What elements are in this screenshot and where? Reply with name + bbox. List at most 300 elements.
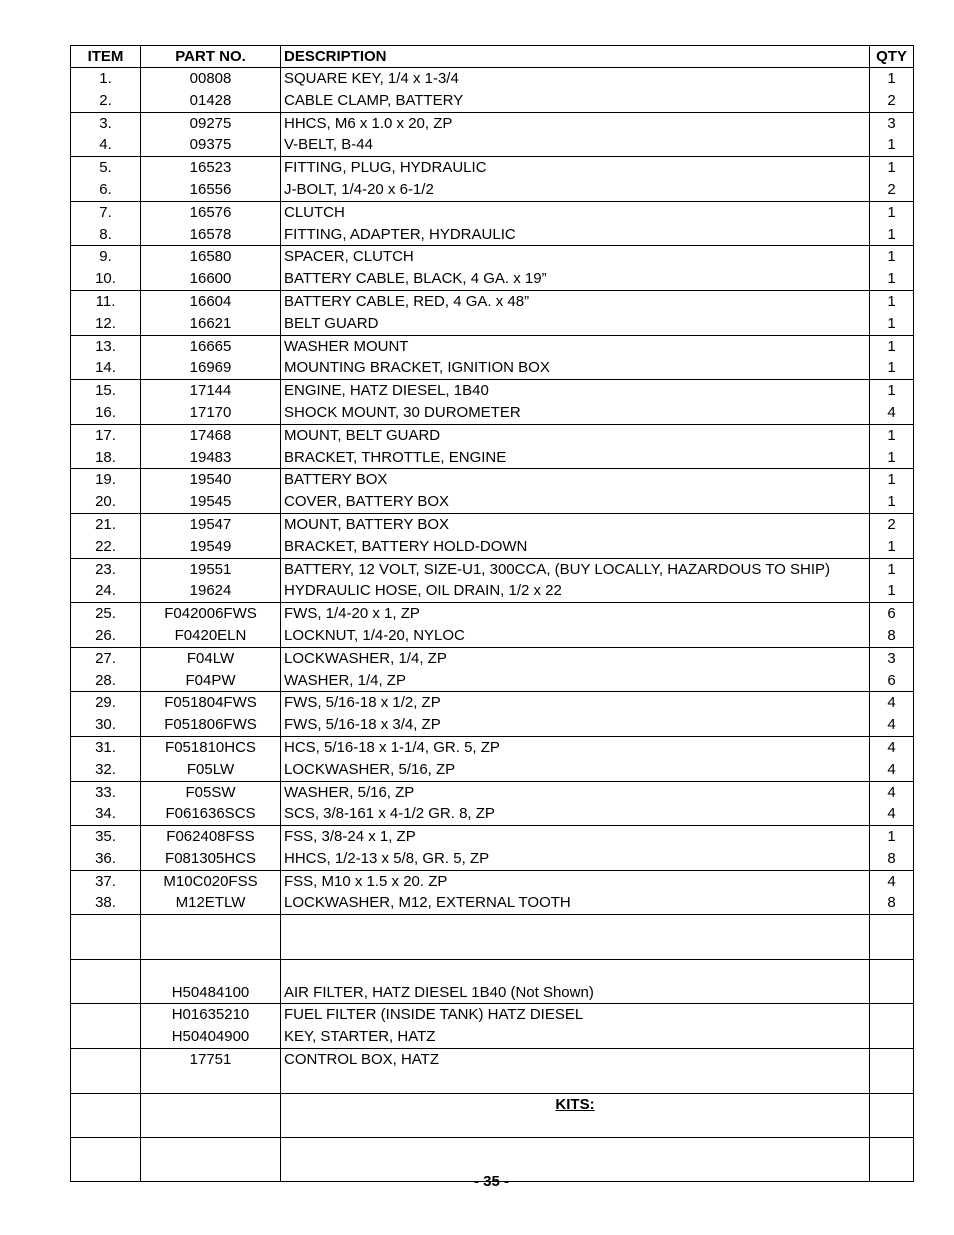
table-cell-qty: [870, 380, 914, 425]
table-cell-item: [71, 1004, 141, 1049]
line-qty: 1: [887, 159, 896, 177]
table-cell-item: [71, 157, 141, 202]
line-item: 9.: [99, 248, 112, 266]
table-cell-description: [281, 335, 870, 380]
line-item: 3.: [99, 114, 112, 132]
table-cell-description: [281, 1049, 870, 1094]
table-cell-qty: [870, 915, 914, 960]
line-item: [71, 960, 140, 982]
line-qty: [870, 1071, 913, 1093]
line-description: BRACKET, BATTERY HOLD-DOWN: [284, 537, 528, 555]
column-header-part-no: PART NO.: [141, 46, 281, 68]
table-cell-part-no: [141, 736, 281, 781]
line-part-no: 19545: [189, 493, 232, 511]
parts-table-body: [71, 68, 914, 1182]
line-qty: [870, 1049, 913, 1071]
line-description: LOCKNUT, 1/4-20, NYLOC: [284, 626, 465, 644]
table-cell-qty: [870, 424, 914, 469]
table-cell-qty: [870, 157, 914, 202]
line-item: 25.: [95, 605, 116, 623]
line-qty: 4: [887, 872, 896, 890]
line-part-no: 17144: [189, 382, 232, 400]
table-row: [71, 513, 914, 558]
line-item: 14.: [95, 359, 116, 377]
line-item: [71, 1071, 140, 1093]
table-cell-item: [71, 469, 141, 514]
line-qty: 1: [887, 560, 896, 578]
line-qty: 2: [887, 515, 896, 533]
table-cell-description: [281, 870, 870, 915]
table-row: [71, 736, 914, 781]
page-number: - 35 -: [473, 1173, 509, 1190]
line-part-no: F061636SCS: [165, 805, 256, 823]
table-cell-description: [281, 1004, 870, 1049]
line-description: BATTERY CABLE, RED, 4 GA. x 48”: [284, 292, 530, 310]
line-item: 24.: [95, 582, 116, 600]
line-item: [71, 915, 140, 937]
table-row: [71, 201, 914, 246]
line-item: 4.: [99, 136, 112, 154]
table-cell-part-no: [141, 692, 281, 737]
line-description: V-BELT, B-44: [284, 136, 373, 154]
line-qty: 1: [887, 582, 896, 600]
line-item: [71, 1004, 140, 1026]
table-row: [71, 826, 914, 871]
table-cell-description: [281, 157, 870, 202]
line-description: FWS, 1/4-20 x 1, ZP: [284, 605, 420, 623]
line-qty: 4: [887, 783, 896, 801]
table-row: [71, 68, 914, 113]
table-row: [71, 157, 914, 202]
table-cell-qty: [870, 68, 914, 113]
table-row: [71, 558, 914, 603]
line-part-no: H50484100: [171, 983, 250, 1001]
line-description: LOCKWASHER, 1/4, ZP: [284, 649, 447, 667]
column-header-item: ITEM: [71, 46, 141, 68]
line-item: 23.: [95, 560, 116, 578]
table-cell-item: [71, 781, 141, 826]
line-item: 6.: [99, 180, 112, 198]
table-cell-description: [281, 112, 870, 157]
line-item: 27.: [95, 649, 116, 667]
line-qty: 1: [887, 493, 896, 511]
table-cell-qty: [870, 1049, 914, 1094]
line-description: KEY, STARTER, HATZ: [284, 1028, 436, 1046]
table-cell-part-no: [141, 513, 281, 558]
line-item: 29.: [95, 694, 116, 712]
line-description: FSS, 3/8-24 x 1, ZP: [284, 828, 416, 846]
line-part-no: F05SW: [185, 783, 236, 801]
line-qty: 1: [887, 136, 896, 154]
table-cell-description: [281, 826, 870, 871]
table-cell-part-no: [141, 1004, 281, 1049]
line-part-no: 19624: [189, 582, 232, 600]
line-description: FSS, M10 x 1.5 x 20. ZP: [284, 872, 448, 890]
table-cell-qty: [870, 469, 914, 514]
table-cell-item: [71, 201, 141, 246]
line-qty: 1: [887, 70, 896, 87]
table-cell-description: [281, 469, 870, 514]
table-cell-qty: [870, 246, 914, 291]
line-qty: [870, 1004, 913, 1026]
table-cell-qty: [870, 335, 914, 380]
table-cell-description: [281, 513, 870, 558]
line-description: FWS, 5/16-18 x 1/2, ZP: [284, 694, 441, 712]
line-item: 10.: [95, 270, 116, 288]
line-item: 16.: [95, 403, 116, 421]
line-item: 19.: [95, 471, 116, 489]
line-qty: 6: [887, 605, 896, 623]
table-row: [71, 335, 914, 380]
line-item: 21.: [95, 515, 116, 533]
line-part-no: 16621: [189, 314, 232, 332]
line-qty: 2: [887, 91, 896, 109]
line-description: MOUNT, BELT GUARD: [284, 426, 441, 444]
table-row: [71, 1049, 914, 1094]
table-cell-item: [71, 246, 141, 291]
table-cell-description: [281, 424, 870, 469]
table-row: [71, 380, 914, 425]
line-item: 17.: [95, 426, 116, 444]
line-item: 22.: [95, 537, 116, 555]
table-cell-item: [71, 1093, 141, 1137]
line-item: 37.: [95, 872, 116, 890]
line-qty: 4: [887, 805, 896, 823]
line-part-no: 16604: [189, 292, 232, 310]
table-cell-part-no: [141, 915, 281, 960]
table-cell-item: [71, 915, 141, 960]
line-part-no: 16578: [189, 225, 232, 243]
table-cell-part-no: [141, 781, 281, 826]
column-header-qty: QTY: [870, 46, 914, 68]
line-description: FUEL FILTER (INSIDE TANK) HATZ DIESEL: [284, 1006, 584, 1024]
line-qty: 1: [887, 471, 896, 489]
line-item: [71, 1026, 140, 1048]
line-qty: 1: [887, 537, 896, 555]
table-cell-part-no: [141, 246, 281, 291]
line-part-no: 19551: [189, 560, 232, 578]
line-qty: 1: [887, 828, 896, 846]
line-qty: 1: [887, 292, 896, 310]
line-item: 34.: [95, 805, 116, 823]
line-item: 13.: [95, 337, 116, 355]
line-item: 28.: [95, 671, 116, 689]
table-row: [71, 290, 914, 335]
line-description: BATTERY CABLE, BLACK, 4 GA. x 19”: [284, 270, 547, 288]
line-qty: 4: [887, 403, 896, 421]
table-row: [71, 603, 914, 648]
line-qty: 4: [887, 694, 896, 712]
table-cell-description: [281, 736, 870, 781]
line-description: CONTROL BOX, HATZ: [284, 1051, 440, 1069]
line-qty: 1: [887, 270, 896, 288]
line-part-no: F042006FWS: [164, 605, 257, 623]
table-cell-qty: [870, 112, 914, 157]
line-description: HCS, 5/16-18 x 1-1/4, GR. 5, ZP: [284, 738, 500, 756]
line-part-no: [141, 937, 280, 959]
line-qty: [870, 960, 913, 982]
line-item: 11.: [95, 292, 116, 310]
table-cell-part-no: [141, 1093, 281, 1137]
table-cell-description: [281, 380, 870, 425]
line-part-no: 00808: [189, 70, 232, 87]
line-description: [284, 960, 869, 982]
line-part-no: 16576: [189, 203, 232, 221]
line-qty: 8: [887, 894, 896, 912]
line-item: 26.: [95, 626, 116, 644]
line-description: ENGINE, HATZ DIESEL, 1B40: [284, 382, 489, 400]
table-cell-item: [71, 692, 141, 737]
line-qty: [870, 937, 913, 959]
table-cell-part-no: [141, 469, 281, 514]
line-qty: 1: [887, 225, 896, 243]
line-qty: 4: [887, 738, 896, 756]
table-cell-description: [281, 68, 870, 113]
table-row: [71, 469, 914, 514]
line-description: CLUTCH: [284, 203, 345, 221]
line-qty: [870, 915, 913, 937]
line-part-no: F051810HCS: [165, 738, 256, 756]
kits-heading: KITS:: [281, 1093, 870, 1137]
table-cell-part-no: [141, 558, 281, 603]
kits-row: [71, 1093, 914, 1137]
table-row: [71, 870, 914, 915]
table-row: [71, 692, 914, 737]
line-item: 1.: [99, 70, 112, 87]
line-qty: 8: [887, 626, 896, 644]
line-part-no: 16600: [189, 270, 232, 288]
line-description: HHCS, M6 x 1.0 x 20, ZP: [284, 114, 453, 132]
line-part-no: H01635210: [171, 1006, 250, 1024]
line-item: 8.: [99, 225, 112, 243]
table-cell-item: [71, 68, 141, 113]
line-description: FITTING, PLUG, HYDRAULIC: [284, 159, 487, 177]
table-cell-part-no: [141, 157, 281, 202]
line-item: 30.: [95, 716, 116, 734]
table-cell-description: [281, 558, 870, 603]
line-part-no: F04LW: [186, 649, 235, 667]
line-description: CABLE CLAMP, BATTERY: [284, 91, 464, 109]
table-cell-item: [71, 112, 141, 157]
line-description: WASHER, 5/16, ZP: [284, 783, 415, 801]
table-cell-description: [281, 201, 870, 246]
line-part-no: [141, 960, 280, 982]
line-item: 5.: [99, 159, 112, 177]
line-qty: 1: [887, 248, 896, 266]
line-qty: 1: [887, 359, 896, 377]
table-cell-part-no: [141, 826, 281, 871]
line-part-no: 16556: [189, 180, 232, 198]
table-cell-qty: [870, 201, 914, 246]
line-part-no: 19483: [189, 448, 232, 466]
table-cell-part-no: [141, 68, 281, 113]
line-part-no: 19549: [189, 537, 232, 555]
line-description: BRACKET, THROTTLE, ENGINE: [284, 448, 507, 466]
line-item: 35.: [95, 828, 116, 846]
table-cell-item: [71, 603, 141, 648]
table-cell-qty: [870, 826, 914, 871]
table-cell-part-no: [141, 201, 281, 246]
line-description: MOUNTING BRACKET, IGNITION BOX: [284, 359, 550, 377]
line-description: BATTERY BOX: [284, 471, 388, 489]
table-cell-description: [281, 692, 870, 737]
line-qty: 1: [887, 203, 896, 221]
line-part-no: 16969: [189, 359, 232, 377]
table-cell-item: [71, 647, 141, 692]
table-cell-qty: [870, 870, 914, 915]
table-cell-qty: [870, 692, 914, 737]
line-description: J-BOLT, 1/4-20 x 6-1/2: [284, 180, 434, 198]
table-row: [71, 246, 914, 291]
line-part-no: F0420ELN: [174, 626, 247, 644]
line-description: MOUNT, BATTERY BOX: [284, 515, 450, 533]
table-cell-qty: [870, 603, 914, 648]
line-part-no: F062408FSS: [166, 828, 255, 846]
line-qty: [870, 982, 913, 1004]
line-part-no: 01428: [189, 91, 232, 109]
table-cell-qty: [870, 736, 914, 781]
table-cell-description: [281, 603, 870, 648]
line-description: SCS, 3/8-161 x 4-1/2 GR. 8, ZP: [284, 805, 495, 823]
line-item: 32.: [95, 760, 116, 778]
table-cell-qty: [870, 513, 914, 558]
line-qty: 8: [887, 849, 896, 867]
table-cell-description: [281, 290, 870, 335]
column-header-description: DESCRIPTION: [281, 46, 870, 68]
table-cell-item: [71, 558, 141, 603]
line-description: HYDRAULIC HOSE, OIL DRAIN, 1/2 x 22: [284, 582, 562, 600]
line-part-no: [141, 1071, 280, 1093]
table-row: [71, 959, 914, 1004]
table-cell-qty: [870, 959, 914, 1004]
line-part-no: 19540: [189, 471, 232, 489]
table-cell-description: [281, 246, 870, 291]
line-item: 36.: [95, 849, 116, 867]
table-cell-description: [281, 647, 870, 692]
line-part-no: F051806FWS: [164, 716, 257, 734]
line-description: FWS, 5/16-18 x 3/4, ZP: [284, 716, 441, 734]
line-part-no: 19547: [189, 515, 232, 533]
table-cell-part-no: [141, 870, 281, 915]
table-cell-item: [71, 959, 141, 1004]
line-description: BELT GUARD: [284, 314, 379, 332]
line-qty: 4: [887, 716, 896, 734]
line-description: SPACER, CLUTCH: [284, 248, 414, 266]
line-part-no: 17751: [189, 1051, 232, 1069]
line-part-no: 17170: [189, 403, 232, 421]
line-part-no: 09275: [189, 114, 232, 132]
line-qty: 1: [887, 448, 896, 466]
table-cell-qty: [870, 1004, 914, 1049]
line-description: COVER, BATTERY BOX: [284, 493, 450, 511]
table-cell-part-no: [141, 380, 281, 425]
line-description: WASHER, 1/4, ZP: [284, 671, 406, 689]
table-cell-description: [281, 959, 870, 1004]
line-qty: 2: [887, 180, 896, 198]
line-description: HHCS, 1/2-13 x 5/8, GR. 5, ZP: [284, 849, 490, 867]
line-item: [71, 1049, 140, 1071]
line-qty: 4: [887, 760, 896, 778]
line-part-no: H50404900: [171, 1028, 250, 1046]
table-cell-item: [71, 870, 141, 915]
line-part-no: F04PW: [185, 671, 236, 689]
table-cell-qty: [870, 558, 914, 603]
line-item: 33.: [95, 783, 116, 801]
table-cell-qty: [870, 290, 914, 335]
line-description: BATTERY, 12 VOLT, SIZE-U1, 300CCA, (BUY LOCALLY, HAZARDOUS TO SHIP): [284, 560, 831, 578]
line-part-no: [141, 915, 280, 937]
table-cell-item: [71, 380, 141, 425]
line-description: LOCKWASHER, 5/16, ZP: [284, 760, 456, 778]
table-cell-part-no: [141, 290, 281, 335]
line-description: [284, 937, 869, 959]
table-cell-part-no: [141, 647, 281, 692]
table-cell-item: [71, 424, 141, 469]
line-description: SQUARE KEY, 1/4 x 1-3/4: [284, 70, 459, 87]
line-item: [71, 937, 140, 959]
line-description: [284, 915, 869, 937]
line-part-no: F05LW: [186, 760, 235, 778]
line-qty: 1: [887, 426, 896, 444]
line-description: WASHER MOUNT: [284, 337, 409, 355]
table-cell-qty: [870, 1093, 914, 1137]
line-description: LOCKWASHER, M12, EXTERNAL TOOTH: [284, 894, 571, 912]
line-item: 38.: [95, 894, 116, 912]
line-part-no: 16580: [189, 248, 232, 266]
line-part-no: 16665: [189, 337, 232, 355]
table-cell-part-no: [141, 1049, 281, 1094]
table-cell-part-no: [141, 424, 281, 469]
line-qty: 1: [887, 382, 896, 400]
table-row: [71, 112, 914, 157]
line-item: 12.: [95, 314, 116, 332]
table-cell-item: [71, 1049, 141, 1094]
line-item: 20.: [95, 493, 116, 511]
table-cell-part-no: [141, 959, 281, 1004]
line-part-no: M12ETLW: [175, 894, 246, 912]
line-item: 7.: [99, 203, 112, 221]
line-qty: 6: [887, 671, 896, 689]
line-part-no: 09375: [189, 136, 232, 154]
line-qty: 1: [887, 314, 896, 332]
table-row: [71, 647, 914, 692]
table-row: [71, 424, 914, 469]
parts-list-table: [70, 45, 914, 1182]
line-qty: [870, 1026, 913, 1048]
line-qty: 3: [887, 649, 896, 667]
table-cell-item: [71, 513, 141, 558]
table-cell-qty: [870, 647, 914, 692]
line-part-no: 16523: [189, 159, 232, 177]
table-row: [71, 915, 914, 960]
table-cell-description: [281, 781, 870, 826]
table-cell-part-no: [141, 603, 281, 648]
table-cell-item: [71, 335, 141, 380]
table-cell-item: [71, 736, 141, 781]
line-item: 31.: [95, 738, 116, 756]
table-cell-part-no: [141, 335, 281, 380]
line-item: 15.: [95, 382, 116, 400]
line-description: AIR FILTER, HATZ DIESEL 1B40 (Not Shown): [284, 983, 594, 1001]
line-description: FITTING, ADAPTER, HYDRAULIC: [284, 225, 516, 243]
line-part-no: 17468: [189, 426, 232, 444]
table-row: [71, 781, 914, 826]
line-qty: 3: [887, 114, 896, 132]
table-cell-qty: [870, 781, 914, 826]
line-item: 18.: [95, 448, 116, 466]
table-cell-item: [71, 826, 141, 871]
line-item: [71, 982, 140, 1004]
